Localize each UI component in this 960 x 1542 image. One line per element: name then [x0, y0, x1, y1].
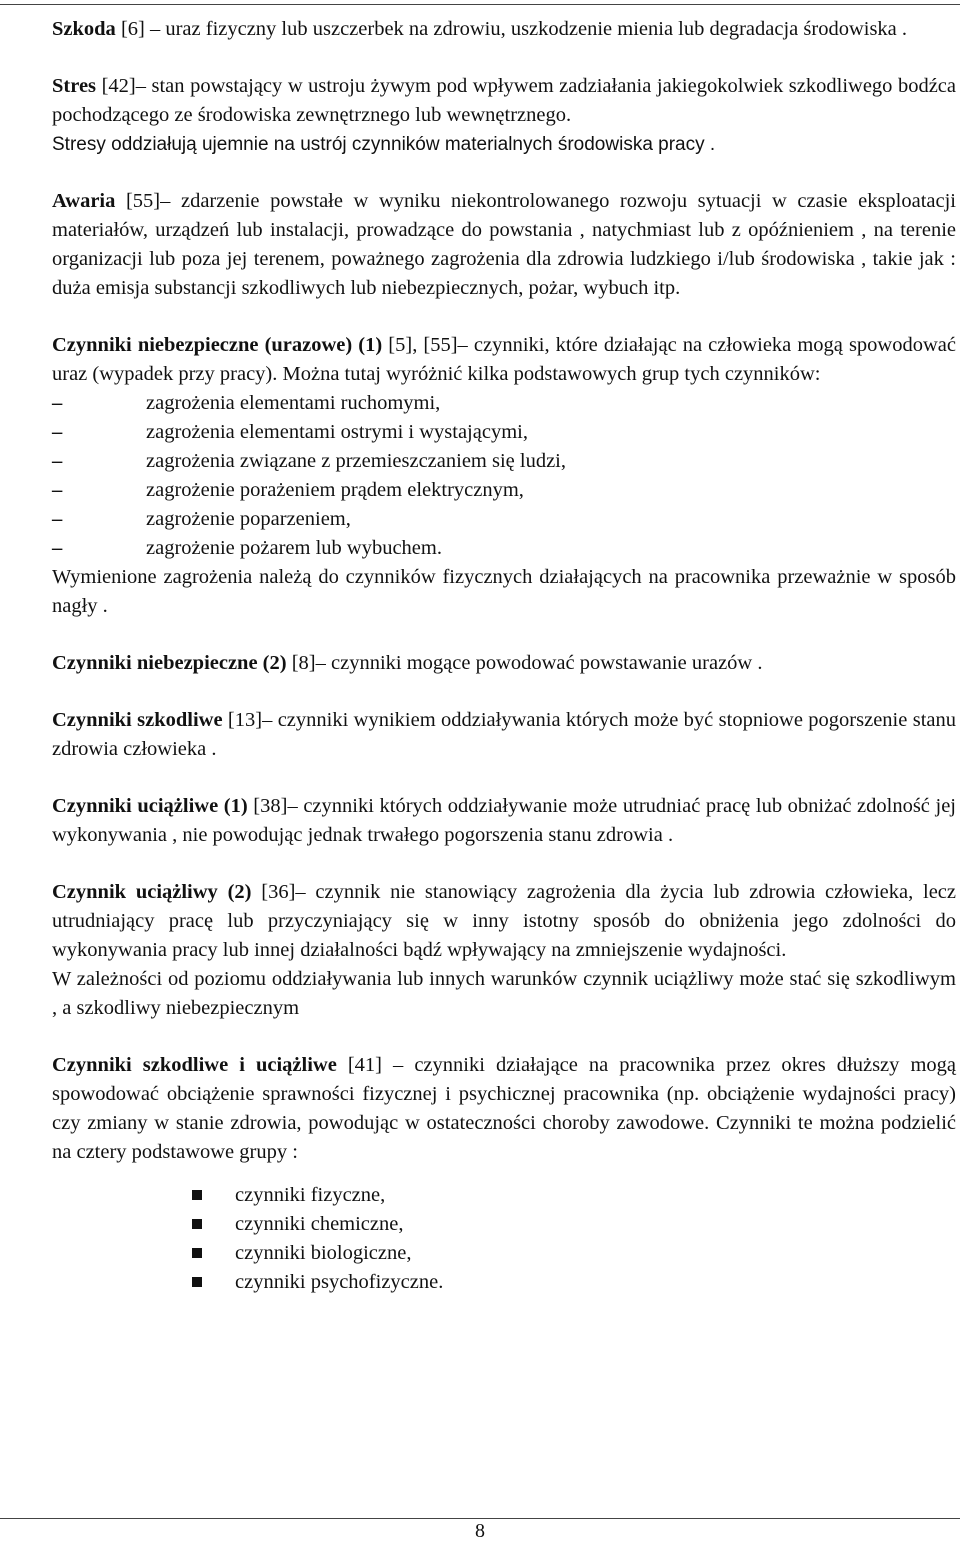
list-item: czynniki biologiczne,: [52, 1239, 956, 1268]
definition-text: [36]– czynnik nie stanowiący zagrożenia dla życia lub zdrowia człowieka, lecz utrudniający pracę lub przyczyniający się w inny istotny sposób do obniżenia jego zdolności do wykonywania pracy lub innej działalności bądź wpływający na zmniejszenie wydajności.: [52, 881, 956, 961]
term-czynnik-uciazliwy-2: Czynnik uciążliwy (2): [52, 881, 252, 903]
term-czynniki-niebezpieczne-2: Czynniki niebezpieczne (2): [52, 652, 287, 674]
dash-bullet: –: [52, 450, 63, 472]
list-item: – zagrożenie pożarem lub wybuchem.: [52, 534, 956, 563]
hazard-summary: Wymienione zagrożenia należą do czynników fizycznych działających na pracownika przeważnie w sposób nagły .: [52, 566, 956, 617]
definition-szkoda: [52, 15, 956, 44]
term-czynniki-szkodliwe: Czynniki szkodliwe: [52, 709, 223, 731]
dash-bullet: –: [52, 508, 63, 530]
dash-bullet: –: [52, 421, 63, 443]
list-item: czynniki chemiczne,: [52, 1210, 956, 1239]
list-item: czynniki psychofizyczne.: [52, 1268, 956, 1297]
factor-group-list: [52, 1181, 956, 1297]
definition-text: [38]– czynniki których oddziaływanie może utrudniać pracę lub obniżać zdolność jej wykonywania , nie powodując jednak trwałego pogorszenia stanu zdrowia .: [52, 795, 956, 846]
definition-czynniki-szkodliwe: [52, 706, 956, 764]
header-rule: [0, 4, 960, 5]
definition-text: [6] – uraz fizyczny lub uszczerbek na zdrowiu, uszkodzenie mienia lub degradacja środowiska .: [115, 18, 908, 40]
definition-czynnik-uciazliwy-2: [52, 878, 956, 965]
footer-rule: [0, 1518, 960, 1519]
term-czynniki-uciazliwe-1: Czynniki uciążliwe (1): [52, 795, 248, 817]
square-bullet: [192, 1219, 202, 1229]
list-item: – zagrożenia elementami ostrymi i wystającymi,: [52, 418, 956, 447]
dash-bullet: –: [52, 537, 63, 559]
definition-czynniki-niebezpieczne-2: [52, 649, 956, 678]
square-bullet: [192, 1190, 202, 1200]
definition-text: [8]– czynniki mogące powodować powstawanie urazów .: [286, 652, 763, 674]
term-czynniki-szkodliwe-i-uciazliwe: Czynniki szkodliwe i uciążliwe: [52, 1054, 337, 1076]
page-number: 8: [475, 1520, 485, 1542]
uciazliwy-note: W zależności od poziomu oddziaływania lub innych warunków czynnik uciążliwy może stać się szkodliwym , a szkodliwy niebezpiecznym: [52, 968, 956, 1019]
list-item: – zagrożenie porażeniem prądem elektrycznym,: [52, 476, 956, 505]
definition-stres: [52, 72, 956, 130]
term-czynniki-niebezpieczne-1: Czynniki niebezpieczne (urazowe) (1): [52, 334, 383, 356]
stres-note: Stresy oddziałują ujemnie na ustrój czynników materialnych środowiska pracy .: [52, 134, 716, 155]
term-szkoda: Szkoda: [52, 18, 116, 40]
definition-text: [55]– zdarzenie powstałe w wyniku niekontrolowanego rozwoju sytuacji w czasie eksploatacji materiałów, urządzeń lub instalacji, prowadzące do powstania , natychmiast lub z opóźnieniem , na terenie organizacji lub poza jej terenem, poważnego zagrożenia dla zdrowia ludzkiego i/lub środowiska , takie jak : duża emisja substancji szkodliwych lub niebezpiecznych, pożar, wybuch itp.: [52, 190, 956, 299]
document-page: [52, 15, 956, 1297]
dash-bullet: –: [52, 392, 63, 414]
definition-text: [5], [55]– czynniki, które działając na człowieka mogą spowodować uraz (wypadek przy pracy). Można tutaj wyróżnić kilka podstawowych grup tych czynników:: [52, 334, 956, 385]
list-item: czynniki fizyczne,: [52, 1181, 956, 1210]
list-item: – zagrożenie poparzeniem,: [52, 505, 956, 534]
definition-text: [41] – czynniki działające na pracownika przez okres dłuższy mogą spowodować obciążenie sprawności fizycznej i psychicznej pracownika (np. obciążenie wydajności pracy) czy zmiany w stanie zdrowia, powodując w ostateczności choroby zawodowe. Czynniki te można podzielić na cztery podstawowe grupy :: [52, 1054, 956, 1163]
dash-bullet: –: [52, 479, 63, 501]
square-bullet: [192, 1277, 202, 1287]
list-item: – zagrożenia elementami ruchomymi,: [52, 389, 956, 418]
hazard-group-list: [52, 389, 956, 563]
term-awaria: Awaria: [52, 190, 116, 212]
definition-czynniki-uciazliwe-1: [52, 792, 956, 850]
definition-text: [13]– czynniki wynikiem oddziaływania których może być stopniowe pogorszenie stanu zdrowia człowieka .: [52, 709, 956, 760]
term-stres: Stres: [52, 75, 97, 97]
definition-czynniki-niebezpieczne-1: [52, 331, 956, 389]
list-item: – zagrożenia związane z przemieszczaniem się ludzi,: [52, 447, 956, 476]
definition-czynniki-szkodliwe-i-uciazliwe: [52, 1051, 956, 1167]
square-bullet: [192, 1248, 202, 1258]
definition-awaria: [52, 187, 956, 303]
definition-text: [42]– stan powstający w ustroju żywym pod wpływem zadziałania jakiegokolwiek szkodliwego bodźca pochodzącego ze środowiska zewnętrznego lub wewnętrznego.: [52, 75, 956, 126]
